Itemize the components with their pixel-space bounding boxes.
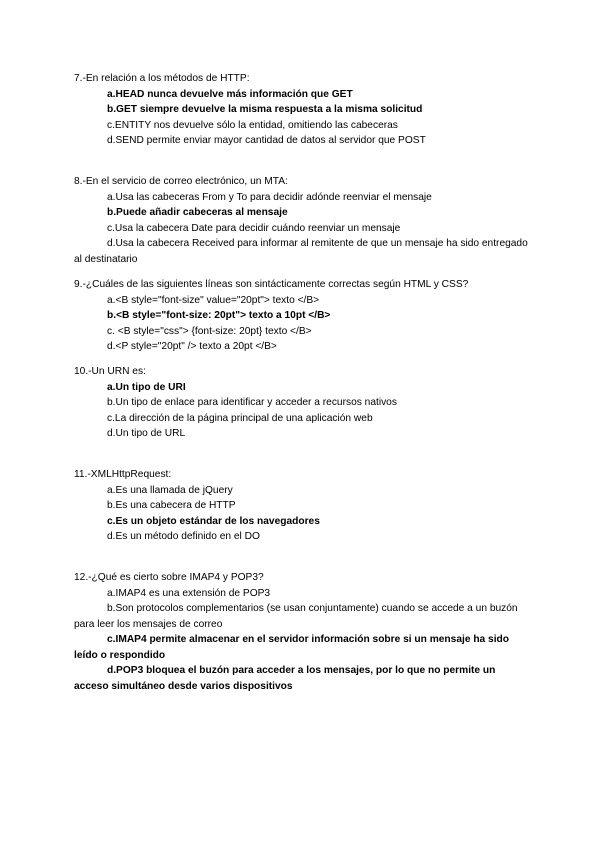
answer-option: a.Es una llamada de jQuery — [107, 484, 233, 496]
answer-option: c.IMAP4 permite almacenar en el servidor información sobre si un mensaje ha sido leído o respondido — [74, 634, 509, 661]
question-title: 9.-¿Cuáles de las siguientes líneas son sintácticamente correctas según HTML y CSS? — [74, 279, 469, 290]
answer-option: c.ENTITY nos devuelve sólo la entidad, omitiendo las cabeceras — [107, 119, 398, 131]
question-title: 10.-Un URN es: — [74, 366, 146, 377]
answer-option: b.Son protocolos complementarios (se usan conjuntamente) cuando se accede a un buzón para leer los mensajes de correo — [74, 603, 518, 630]
question-11 — [74, 467, 529, 545]
answer-option: d.POP3 bloquea el buzón para acceder a los mensajes, por lo que no permite un acceso simultáneo desde varios dispositivos — [74, 665, 496, 692]
question-9 — [74, 277, 529, 355]
question-8 — [74, 174, 529, 267]
answer-option: a.Usa las cabeceras From y To para decidir adónde reenviar el mensaje — [107, 191, 432, 203]
answer-option: a.HEAD nunca devuelve más información que GET — [107, 88, 353, 100]
answer-option: d.SEND permite enviar mayor cantidad de datos al servidor que POST — [107, 135, 426, 146]
question-10 — [74, 364, 529, 442]
answer-option: b.Un tipo de enlace para identificar y acceder a recursos nativos — [107, 397, 397, 408]
answer-option: c. <B style="css"> {font-size: 20pt} texto </B> — [107, 325, 312, 337]
question-title: 8.-En el servicio de correo electrónico, un MTA: — [74, 176, 288, 187]
answer-option: c.La dirección de la página principal de una aplicación web — [107, 412, 373, 424]
question-title: 11.-XMLHttpRequest: — [74, 469, 172, 480]
answer-option: a.Un tipo de URI — [107, 381, 186, 393]
answer-option: d.<P style="20pt" /> texto a 20pt </B> — [107, 341, 277, 352]
answer-option: d.Es un método definido en el DO — [107, 531, 260, 542]
answer-option: a.IMAP4 es una extensión de POP3 — [107, 587, 271, 599]
answer-option: b.Puede añadir cabeceras al mensaje — [107, 207, 288, 218]
question-title: 7.-En relación a los métodos de HTTP: — [74, 73, 250, 84]
answer-option: a.<B style="font-size" value="20pt"> texto </B> — [107, 294, 320, 306]
question-7 — [74, 71, 529, 149]
answer-option: b.<B style="font-size: 20pt"> texto a 10pt </B> — [107, 310, 331, 321]
question-12 — [74, 570, 529, 694]
answer-option: d.Usa la cabecera Received para informar al remitente de que un mensaje ha sido entregado al destinatario — [74, 238, 528, 265]
answer-option: c.Es un objeto estándar de los navegadores — [107, 515, 320, 527]
answer-option: b.Es una cabecera de HTTP — [107, 500, 236, 511]
answer-option: c.Usa la cabecera Date para decidir cuándo reenviar un mensaje — [107, 222, 401, 234]
answer-option: d.Un tipo de URL — [107, 428, 186, 439]
question-title: 12.-¿Qué es cierto sobre IMAP4 y POP3? — [74, 572, 264, 583]
answer-option: b.GET siempre devuelve la misma respuesta a la misma solicitud — [107, 104, 423, 115]
